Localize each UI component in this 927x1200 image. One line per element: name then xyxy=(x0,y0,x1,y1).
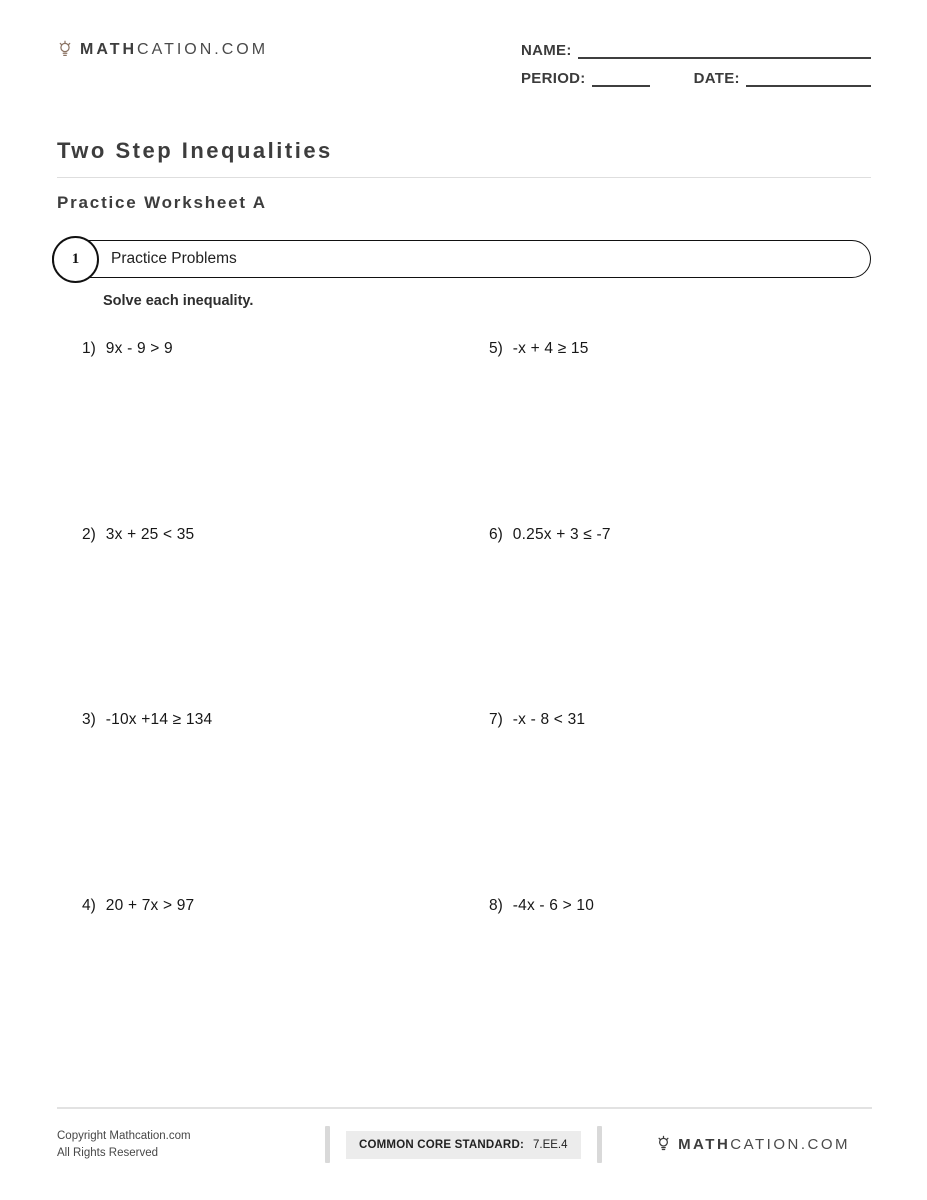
problem-number: 3) xyxy=(82,711,96,728)
title-divider xyxy=(57,177,871,178)
problem-number: 1) xyxy=(82,340,96,357)
logo-text-light: CATION.COM xyxy=(137,41,269,58)
period-blank-line xyxy=(592,70,650,87)
copyright-block xyxy=(57,1128,325,1161)
section-number-badge xyxy=(52,236,99,283)
problem-6 xyxy=(464,526,871,712)
standard-label: COMMON CORE STANDARD: xyxy=(359,1138,524,1151)
problem-number: 5) xyxy=(489,340,503,357)
footer-mathcation-logo xyxy=(656,1135,850,1154)
standard-value: 7.EE.4 xyxy=(532,1138,568,1151)
problem-number: 4) xyxy=(82,896,96,914)
problem-3 xyxy=(57,711,464,897)
footer-divider xyxy=(325,1126,330,1163)
lightbulb-icon xyxy=(656,1135,671,1154)
name-label: NAME: xyxy=(521,42,572,59)
name-blank-line xyxy=(578,42,871,59)
problem-8 xyxy=(464,897,871,1083)
worksheet-title: Two Step Inequalities xyxy=(57,138,333,163)
footer-divider xyxy=(597,1126,602,1163)
problem-expression: 9x - 9 > 9 xyxy=(105,340,173,357)
problem-5 xyxy=(464,340,871,526)
problem-number: 7) xyxy=(489,711,503,728)
problem-4 xyxy=(57,897,464,1083)
footer xyxy=(57,1107,872,1163)
problem-2 xyxy=(57,526,464,712)
section-title: Practice Problems xyxy=(111,250,237,267)
date-label: DATE: xyxy=(693,70,740,87)
copyright-line-1: Copyright Mathcation.com xyxy=(57,1129,191,1142)
problem-expression: 20 + 7x > 97 xyxy=(105,896,195,914)
problem-expression: -x - 8 < 31 xyxy=(512,711,586,728)
problem-expression: -x + 4 ≥ 15 xyxy=(512,340,589,357)
period-date-row xyxy=(521,70,871,87)
section-banner xyxy=(52,240,871,278)
mathcation-logo xyxy=(57,40,268,60)
page-header xyxy=(57,40,871,98)
lightbulb-icon xyxy=(57,40,73,60)
problems-left-column xyxy=(57,340,464,1082)
logo-text-bold: MATH xyxy=(678,1136,731,1153)
problems-right-column xyxy=(464,340,871,1082)
problem-number: 2) xyxy=(82,525,96,543)
copyright-line-2: All Rights Reserved xyxy=(57,1146,158,1159)
problem-expression: 0.25x + 3 ≤ -7 xyxy=(512,525,611,543)
section-number: 1 xyxy=(71,251,80,267)
problem-expression: -10x +14 ≥ 134 xyxy=(105,711,213,728)
problem-1 xyxy=(57,340,464,526)
problem-expression: 3x + 25 < 35 xyxy=(105,525,195,543)
instructions-text: Solve each inequality. xyxy=(103,293,254,309)
problem-7 xyxy=(464,711,871,897)
period-label: PERIOD: xyxy=(521,70,586,87)
footer-content xyxy=(57,1126,872,1163)
problem-expression: -4x - 6 > 10 xyxy=(512,896,595,914)
problems-grid xyxy=(57,340,871,1082)
common-core-standard-badge xyxy=(346,1131,581,1159)
logo-text-light: CATION.COM xyxy=(730,1136,850,1153)
name-row xyxy=(521,42,871,59)
logo-text-bold: MATH xyxy=(80,41,138,58)
student-fields xyxy=(521,40,871,98)
problem-number: 6) xyxy=(489,525,503,543)
date-blank-line xyxy=(746,70,871,87)
problem-number: 8) xyxy=(489,896,503,914)
worksheet-subtitle: Practice Worksheet A xyxy=(57,193,267,212)
